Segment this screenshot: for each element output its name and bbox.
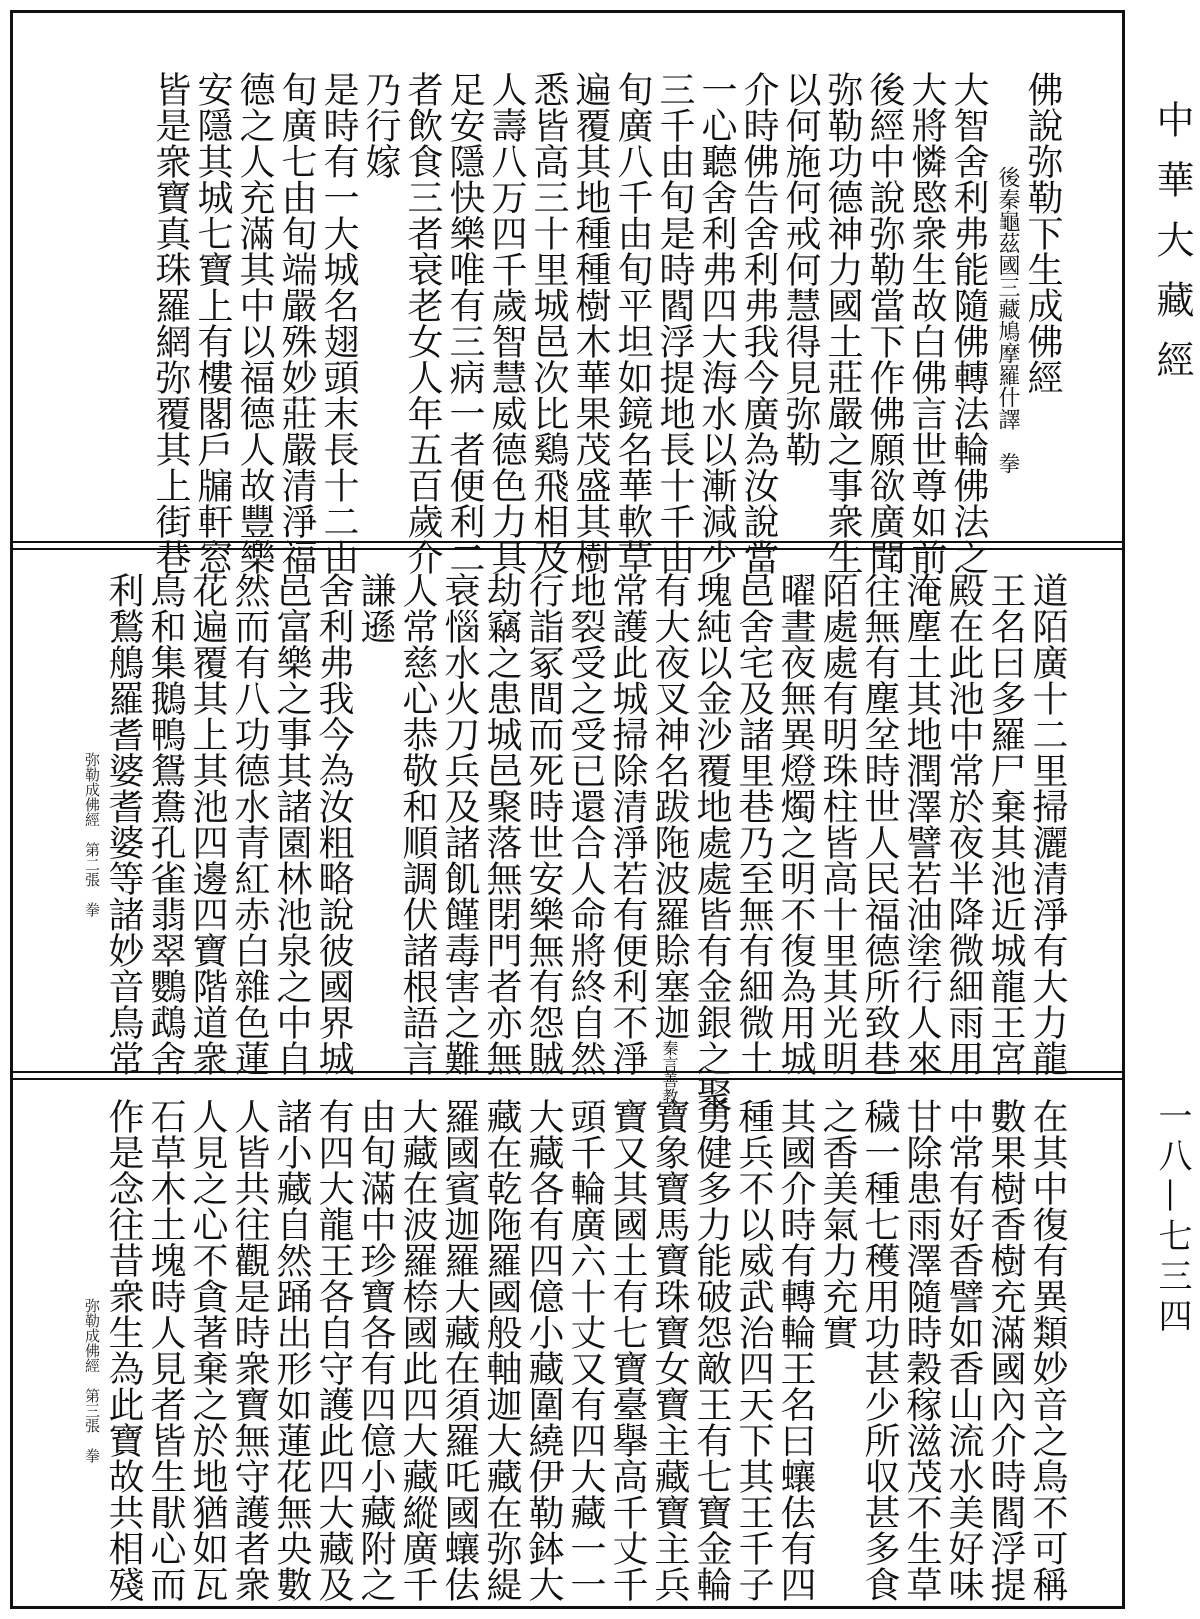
text-line: 人皆共往觀是時衆寶無守護者衆: [229, 1098, 270, 1602]
text-line: 利鶖鵃羅耆婆耆婆等諸妙音鳥常: [103, 572, 144, 1076]
text-line: 乃行嫁: [360, 71, 401, 179]
text-line: 其國介時有轉輪王名曰蠰佉有四: [775, 1098, 816, 1602]
text-line: 行詣冢間而死時世安樂無有怨賊: [523, 572, 564, 1076]
text-line: 甘除患雨澤隨時穀稼滋茂不生草: [901, 1098, 942, 1602]
text-line: 藏在乾陁羅國般軸迦大藏在弥緹: [481, 1098, 522, 1602]
text-line-with-note: [649, 572, 690, 1104]
margin-note: 弥勒成佛經 第二張 拳: [83, 752, 101, 917]
text-line: 淹塵土其地潤澤譬若油塗行人來: [901, 572, 942, 1076]
text-line: 諸小藏自然踊出形如蓮花無央數: [271, 1098, 312, 1602]
text-line: 一心聽舍利弗四大海水以漸減少: [696, 71, 737, 575]
text-line: 中常有好香譬如香山流水美好味: [943, 1098, 984, 1602]
text-line: 道陌廣十二里掃灑清淨有大力龍: [1027, 572, 1068, 1076]
text-line: 遍覆其地種種樹木華果茂盛其樹: [570, 71, 611, 575]
sutra-title: 佛說弥勒下生成佛經: [1022, 71, 1063, 395]
text-line: 以何施何戒何慧得見弥勒: [780, 71, 821, 467]
text-line: 者飲食三者衰老女人年五百歲介: [402, 71, 443, 575]
volume-mark: 拳: [995, 452, 1020, 474]
text-line: 由旬滿中珍寶各有四億小藏附之: [355, 1098, 396, 1602]
text-line: 在其中復有異類妙音之鳥不可稱: [1027, 1098, 1068, 1602]
text-line: 皆是衆寶真珠羅網弥覆其上街巷: [150, 71, 191, 575]
panel-bottom: [13, 1078, 1122, 1606]
text-line: 數果樹香樹充滿國內介時閻浮提: [985, 1098, 1026, 1602]
translator-text: 後秦龜茲國三藏鳩摩羅什譯: [995, 166, 1020, 430]
text-line: 悉皆高三十里城邑次比鷄飛相及: [528, 71, 569, 575]
text-line: 人壽八万四千歲智慧威德色力具: [486, 71, 527, 575]
text-line: 然而有八功德水青紅赤白雜色蓮: [229, 572, 270, 1076]
text-line: 大藏各有四億小藏圍繞伊勒鉢大: [523, 1098, 564, 1602]
text-line: 寶又其國土有七寶臺擧高千丈千: [607, 1098, 648, 1602]
panel-middle: [13, 548, 1122, 1112]
text-line: 人常慈心恭敬和順調伏諸根語言: [397, 572, 438, 1076]
text-line: 殿在此池中常於夜半降微細雨用: [943, 572, 984, 1076]
text-line: 大智舍利弗能隨佛轉法輪佛法之: [948, 71, 989, 575]
text-line: 穢一種七穫用功甚少所収甚多食: [859, 1098, 900, 1602]
text-line: 鳥和集鵝鴨鴛鴦孔雀翡翠鸚鵡舍: [145, 572, 186, 1076]
text-line: 三千由旬是時閻浮提地長十千由: [654, 71, 695, 575]
text-line: 常護此城掃除清淨若有便利不淨: [607, 572, 648, 1076]
text-line: 陌處處有明珠柱皆高十里其光明: [817, 572, 858, 1076]
text-line: 勇健多力能破怨敵王有七寶金輪: [691, 1098, 732, 1602]
text-line: 頭千輪廣六十丈又有四大藏一一: [565, 1098, 606, 1602]
panel-top: [13, 13, 1122, 575]
text-line: 舍利弗我今為汝粗略說彼國界城: [313, 572, 354, 1076]
text-line: 介時佛告舍利弗我今廣為汝說當: [738, 71, 779, 575]
text-line: 種兵不以威武治四天下其王千子: [733, 1098, 774, 1602]
text-line: 是時有一大城名翅頭末長十二由: [318, 71, 359, 575]
text-line: 大藏在波羅㮈國此四大藏縱廣千: [397, 1098, 438, 1602]
translator-line: [990, 71, 1020, 523]
text-line: 安隱其城七寶上有樓閣戶牖軒窓: [192, 71, 233, 575]
text-line: 曜晝夜無異燈燭之明不復為用城: [775, 572, 816, 1076]
text-line: 石草木土塊時人見者皆生猒心而: [145, 1098, 186, 1602]
text-line: 有大夜叉神名跋陁波羅賒塞迦: [649, 572, 690, 1040]
text-line: 有四大龍王各自守護此四大藏及: [313, 1098, 354, 1602]
text-line: 花遍覆其上其池四邊四寶階道衆: [187, 572, 228, 1076]
text-line: 弥勒功德神力國土莊嚴之事衆生: [822, 71, 863, 575]
panel-top-columns: [13, 13, 1122, 575]
text-line: 後經中說弥勒當下作佛願欲廣聞: [864, 71, 905, 575]
page-frame: [10, 10, 1125, 1609]
text-line: 邑舍宅及諸里巷乃至無有細微土: [733, 572, 774, 1076]
panel-middle-columns: [13, 550, 1122, 1112]
collection-title: 中華大藏經: [1150, 100, 1194, 400]
inline-note: 秦言善教: [660, 1040, 679, 1104]
text-line: 衰惱水火刀兵及諸飢饉毒害之難: [439, 572, 480, 1076]
text-line: 作是念往昔衆生為此寶故共相殘: [103, 1098, 144, 1602]
text-line: 地裂受之受已還合人命將終自然: [565, 572, 606, 1076]
text-line: 劫竊之患城邑聚落無閉門者亦無: [481, 572, 522, 1076]
text-line: 往無有塵坌時世人民福德所致巷: [859, 572, 900, 1076]
text-line: 之香美氣力充實: [817, 1098, 858, 1350]
margin-note: 弥勒成佛經 第三張 拳: [83, 1298, 101, 1463]
text-line: 旬廣八千由旬平坦如鏡名華軟草: [612, 71, 653, 575]
text-line: 邑富樂之事其諸園林池泉之中自: [271, 572, 312, 1076]
text-line: 人見之心不貪著棄之於地猶如瓦: [187, 1098, 228, 1602]
text-line: 旬廣七由旬端嚴殊妙莊嚴清淨福: [276, 71, 317, 575]
text-line: 王名曰多羅尸棄其池近城龍王宮: [985, 572, 1026, 1076]
text-line: 德之人充滿其中以福德人故豐樂: [234, 71, 275, 575]
page-number: 一八—七三四: [1152, 1098, 1192, 1338]
text-line: 塊純以金沙覆地處處皆有金銀之聚: [691, 572, 732, 1112]
text-line: 羅國賓迦羅大藏在須羅吒國蠰佉: [439, 1098, 480, 1602]
text-line: 大將憐愍衆生故白佛言世尊如前: [906, 71, 947, 575]
text-line: 足安隱快樂唯有三病一者便利二: [444, 71, 485, 575]
text-line: 寶象寶馬寶珠寶女寶主藏寶主兵: [649, 1098, 690, 1602]
text-line: 謙遜: [355, 572, 396, 644]
panel-bottom-columns: [13, 1080, 1122, 1606]
